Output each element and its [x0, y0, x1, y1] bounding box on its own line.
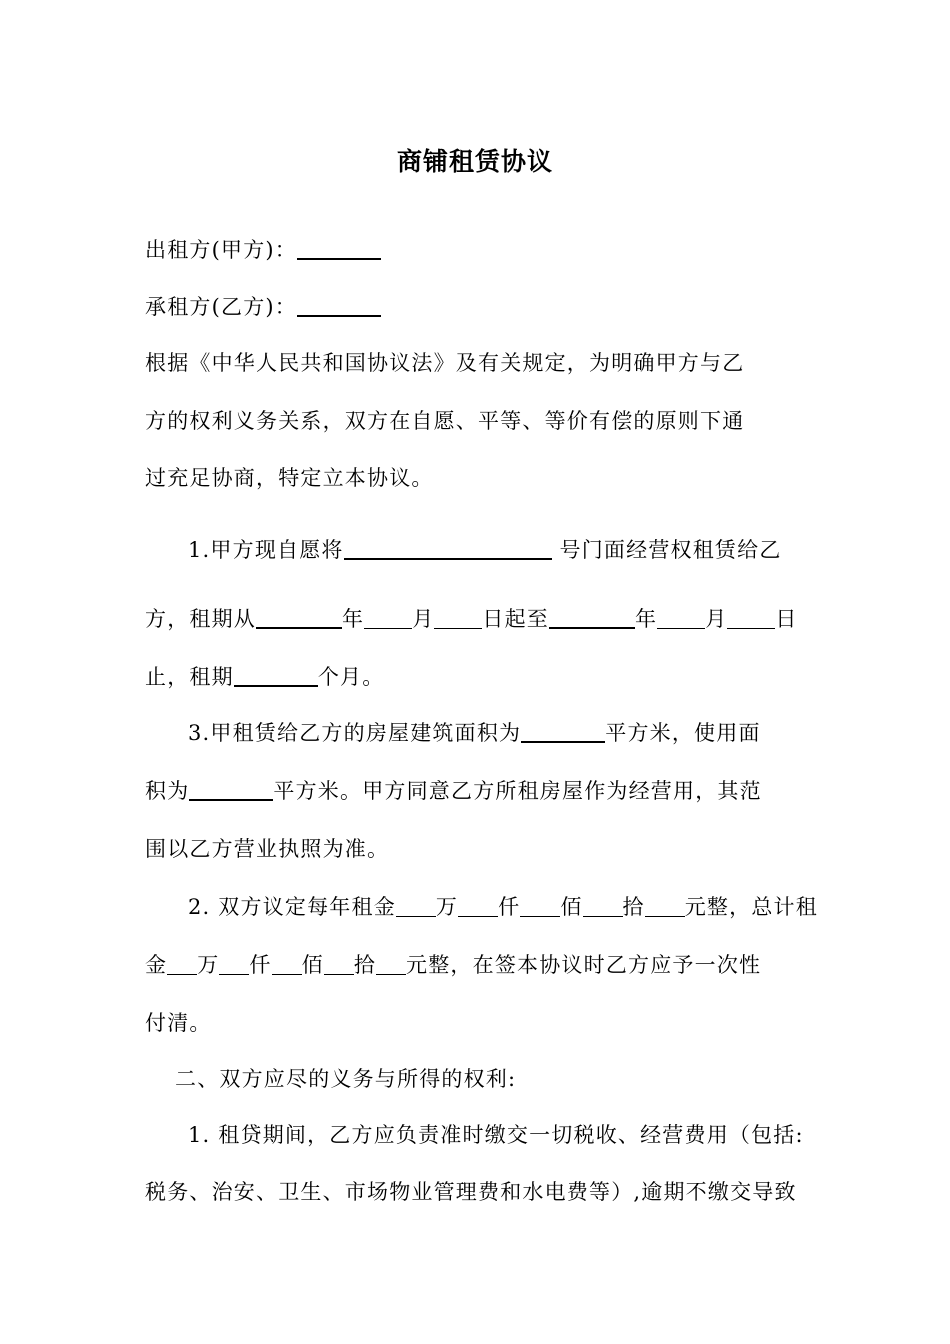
end-day-blank [727, 608, 775, 629]
lessee-line [145, 292, 810, 322]
intro-line-1: 根据《中华人民共和国协议法》及有关规定，为明确甲方与乙 [145, 351, 745, 375]
clause-1-text: 1.甲方现自愿将 [188, 538, 344, 562]
total-rent-label: 金 [145, 953, 168, 977]
rent-yuan-blank [645, 896, 685, 917]
lessee-label: 承租方(乙方)： [145, 295, 297, 319]
clause-1-text-2: 号门面经营权租赁给乙 [551, 538, 782, 562]
bai-label: 佰 [560, 895, 583, 919]
rent-wan-blank [396, 896, 436, 917]
section-2-item-1-line-2: 税务、治安、卫生、市场物业管理费和水电费等）,逾期不缴交导致 [145, 1180, 797, 1204]
start-day-blank [434, 608, 482, 629]
months-label: 个月。 [317, 665, 385, 689]
usable-area-blank [189, 779, 273, 801]
end-month-blank [657, 608, 705, 629]
usable-area-text: 平方米。甲方同意乙方所租房屋作为经营用，其范 [273, 779, 762, 803]
document-title: 商铺租赁协议 [396, 147, 553, 176]
qian-label-2: 仟 [249, 953, 272, 977]
wan-label-2: 万 [197, 953, 220, 977]
wan-label: 万 [435, 895, 459, 919]
usable-area-label: 积为 [145, 779, 190, 803]
term-months-blank [234, 665, 318, 687]
total-bai-blank [272, 954, 302, 975]
clause-2-line-2 [145, 950, 810, 980]
month-label: 月 [412, 607, 435, 631]
total-qian-blank [219, 954, 249, 975]
shop-number-blank [344, 538, 552, 560]
day-label: 日 [775, 607, 798, 631]
total-shi-blank [324, 954, 354, 975]
clause-2-line-1 [188, 892, 853, 922]
shi-label: 拾 [622, 895, 645, 919]
day-to-label: 日起至 [482, 607, 550, 631]
annual-rent-label: 2. 双方议定每年租金 [188, 895, 396, 919]
building-area-label: 3.甲租赁给乙方的房屋建筑面积为 [188, 721, 522, 745]
section-2-heading: 二、双方应尽的义务与所得的权利: [175, 1067, 517, 1091]
term-from-label: 方，租期从 [145, 607, 256, 631]
yuan-sign-label: 元整，在签本协议时乙方应予一次性 [406, 953, 762, 977]
building-area-blank [521, 721, 605, 743]
building-area-unit: 平方米，使用面 [605, 721, 761, 745]
clause-1-line-3 [145, 662, 810, 692]
year-label-2: 年 [635, 607, 658, 631]
rent-shi-blank [583, 896, 623, 917]
lessor-label: 出租方(甲方)： [145, 238, 297, 262]
intro-line-2: 方的权利义务关系，双方在自愿、平等、等价有偿的原则下通 [145, 409, 745, 433]
clause-3-line-1 [188, 718, 853, 748]
start-month-blank [364, 608, 412, 629]
clause-1-line-1 [188, 535, 853, 565]
clause-3-line-2 [145, 776, 810, 806]
lessor-line [145, 235, 810, 265]
year-label: 年 [342, 607, 365, 631]
rent-qian-blank [458, 896, 498, 917]
qian-label: 仟 [498, 895, 521, 919]
rent-bai-blank [520, 896, 560, 917]
clause-2-line-3: 付清。 [145, 1011, 212, 1035]
start-year-blank [256, 607, 342, 629]
month-label-2: 月 [705, 607, 728, 631]
lessee-blank [297, 295, 381, 317]
intro-line-3: 过充足协商，特定立本协议。 [145, 466, 434, 490]
total-wan-blank [167, 954, 197, 975]
end-year-blank [549, 607, 635, 629]
clause-1-line-2 [145, 604, 810, 634]
shi-label-2: 拾 [353, 953, 377, 977]
term-label: 止，租期 [145, 665, 234, 689]
total-yuan-blank [376, 954, 406, 975]
yuan-total-label: 元整，总计租 [684, 895, 818, 919]
lessor-blank [297, 238, 381, 260]
clause-3-line-3: 围以乙方营业执照为准。 [145, 837, 390, 861]
section-2-item-1-line-1: 1. 租贷期间，乙方应负责准时缴交一切税收、经营费用（包括: [188, 1123, 804, 1147]
bai-label-2: 佰 [301, 953, 324, 977]
